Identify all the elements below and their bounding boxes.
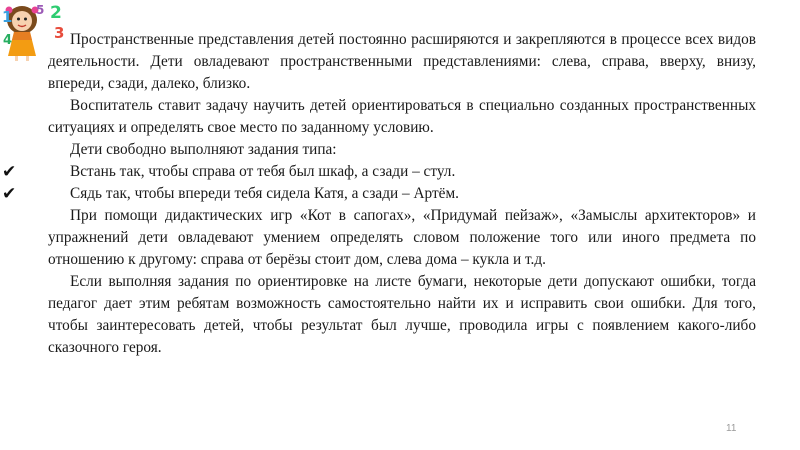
paragraph-teacher-task: Воспитатель ставит задачу научить детей ориентироваться в специально созданных пространственных ситуациях и определять свое место по заданному условию. — [48, 97, 756, 136]
checklist-item — [2, 161, 756, 183]
checkmark-icon: ✔ — [2, 162, 17, 181]
digit-3: 3 — [54, 24, 65, 42]
digit-1: 1 — [2, 8, 13, 26]
digit-2: 2 — [50, 3, 62, 23]
paragraph-mistakes: Если выполняя задания по ориентировке на листе бумаги, некоторые дети допускают ошибки, тогда педагог дает этим ребятам возможность самостоятельно найти их и исправить свои ошибки. Для того, чтобы заинтересовать детей, чтобы результат был лучше, проводила игры с появлением какого-либо сказочного героя. — [48, 273, 756, 356]
digit-4: 4 — [3, 33, 13, 48]
page-number: 11 — [726, 423, 737, 434]
paragraph-didactic-games: При помощи дидактических игр «Кот в сапогах», «Придумай пейзаж», «Замыслы архитекторов» и упражнений дети овладевают умением определять словом положение того или иного предмета по отношению к другому: справа от берёзы стоит дом, слева дома – кукла и т.д. — [48, 207, 756, 268]
paragraph-spatial-concepts: Пространственные представления детей постоянно расширяются и закрепляются в процессе всех видов деятельности. Дети овладевают пространственными представлениями: слева, справа, вверху, внизу, впереди, сзади, далеко, близко. — [48, 31, 756, 92]
checklist-item — [2, 183, 756, 205]
slide-body — [2, 29, 756, 359]
checklist-item-text: Сядь так, чтобы впереди тебя сидела Катя, а сзади – Артём. — [70, 185, 459, 202]
digit-5: 5 — [36, 3, 45, 17]
paragraph-tasks-intro: Дети свободно выполняют задания типа: — [70, 141, 337, 158]
checklist-item-text: Встань так, чтобы справа от тебя был шкаф, а сзади – стул. — [70, 163, 456, 180]
checkmark-icon: ✔ — [2, 184, 17, 203]
